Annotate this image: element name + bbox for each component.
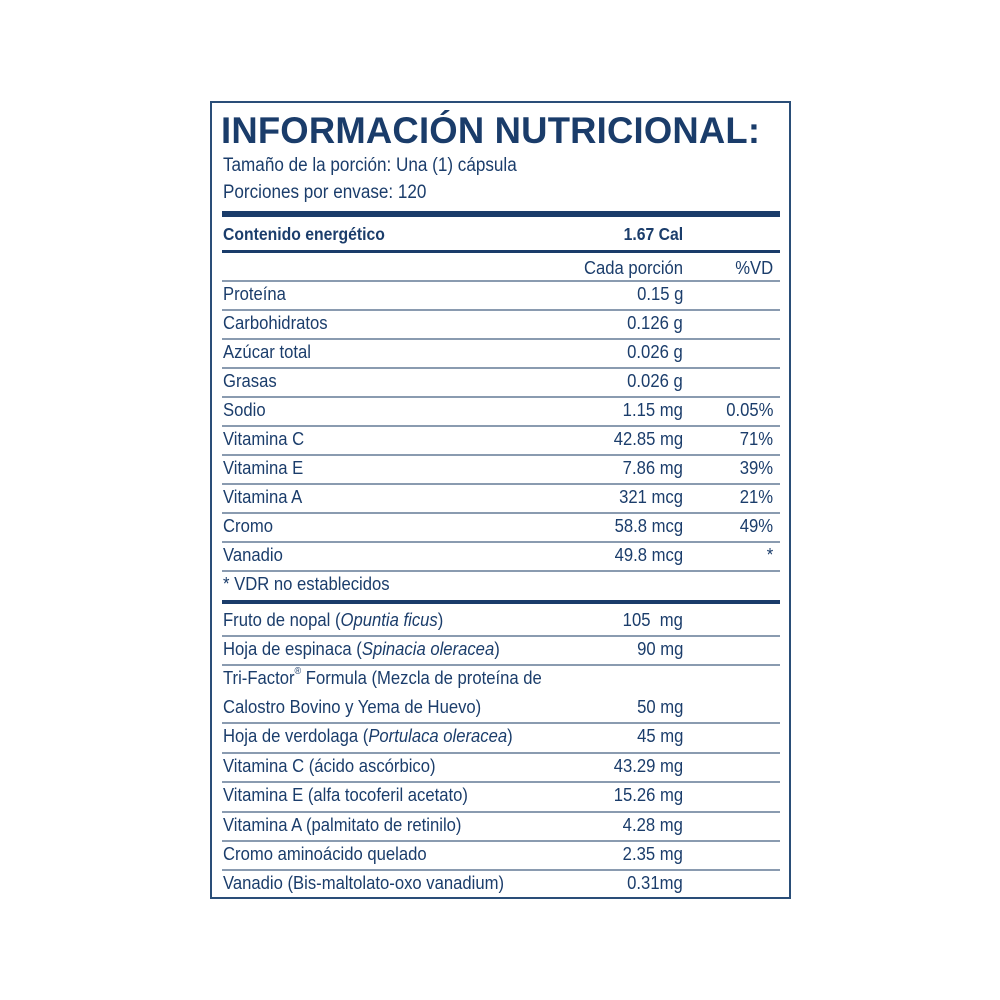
ingredient-row xyxy=(222,781,780,810)
table-row xyxy=(222,367,780,396)
ingredient-value: 90 mg xyxy=(636,638,683,659)
ingredient-row xyxy=(222,606,780,635)
nutrient-label: Proteína xyxy=(223,283,286,304)
ingredient-label: Fruto de nopal (Opuntia ficus) xyxy=(223,609,444,630)
ingredient-label: Vitamina C (ácido ascórbico) xyxy=(223,755,436,776)
nutrient-dv: 49% xyxy=(739,515,773,536)
nutrient-value: 7.86 mg xyxy=(622,457,683,478)
energy-value: 1.67 Cal xyxy=(623,224,683,244)
ingredient-row xyxy=(222,752,780,781)
scientific-name: Portulaca oleracea xyxy=(368,725,508,746)
ingredient-row xyxy=(222,722,780,751)
footnote: * VDR no establecidos xyxy=(223,573,390,594)
ingredient-label: Cromo aminoácido quelado xyxy=(223,843,427,864)
energy-row xyxy=(222,221,780,250)
nutrient-label: Vitamina E xyxy=(223,457,304,478)
nutrient-label: Grasas xyxy=(223,370,277,391)
nutrient-label: Vitamina C xyxy=(223,428,305,449)
nutrient-value: 42.85 mg xyxy=(613,428,683,449)
ingredient-label: Tri-Factor® Formula (Mezcla de proteína de xyxy=(223,666,542,688)
nutrient-value: 58.8 mcg xyxy=(614,515,683,536)
ingredient-label: Vitamina A (palmitato de retinilo) xyxy=(223,814,462,835)
ingredient-value: 4.28 mg xyxy=(622,814,683,835)
table-row xyxy=(222,338,780,367)
nutrient-value: 0.026 g xyxy=(627,370,683,391)
nutrient-label: Vitamina A xyxy=(223,486,303,507)
ingredient-value: 0.31mg xyxy=(627,872,683,893)
ingredient-label: Hoja de verdolaga (Portulaca oleracea) xyxy=(223,725,513,746)
nutrient-dv: 71% xyxy=(739,428,773,449)
nutrient-label: Carbohidratos xyxy=(223,312,328,333)
ingredient-label: Vanadio (Bis-maltolato-oxo vanadium) xyxy=(223,872,505,893)
ingredient-label-line2: Calostro Bovino y Yema de Huevo) xyxy=(223,696,482,717)
nutrient-value: 0.026 g xyxy=(627,341,683,362)
nutrient-label: Vanadio xyxy=(223,544,283,565)
table-row xyxy=(222,483,780,512)
ingredient-row xyxy=(222,811,780,840)
ingredient-label: Vitamina E (alfa tocoferil acetato) xyxy=(223,784,468,805)
nutrient-label: Cromo xyxy=(223,515,273,536)
nutrient-value: 0.126 g xyxy=(627,312,683,333)
nutrient-label: Sodio xyxy=(223,399,266,420)
scientific-name: Spinacia oleracea xyxy=(361,638,495,659)
table-row xyxy=(222,280,780,309)
nutrient-dv: * xyxy=(766,544,773,565)
divider-thick xyxy=(222,211,780,217)
table-row xyxy=(222,396,780,425)
serving-size: Tamaño de la porción: Una (1) cápsula xyxy=(223,155,517,176)
column-header-row xyxy=(222,254,780,283)
nutrient-value: 49.8 mcg xyxy=(614,544,683,565)
page-title: INFORMACIÓN NUTRICIONAL: xyxy=(221,110,761,151)
divider-thick xyxy=(222,600,780,604)
registered-mark: ® xyxy=(294,666,302,677)
ingredient-row xyxy=(222,840,780,869)
footnote-row xyxy=(222,570,780,599)
table-row xyxy=(222,309,780,338)
table-row xyxy=(222,541,780,570)
ingredient-value: 2.35 mg xyxy=(622,843,683,864)
table-row xyxy=(222,425,780,454)
ingredient-row xyxy=(222,869,780,898)
ingredient-value: 15.26 mg xyxy=(613,784,683,805)
ingredient-value: 45 mg xyxy=(636,725,683,746)
divider-medium xyxy=(222,250,780,253)
ingredient-value: 50 mg xyxy=(636,696,683,717)
table-row xyxy=(222,454,780,483)
ingredient-row xyxy=(222,635,780,664)
table-row xyxy=(222,512,780,541)
ingredient-value: 105 mg xyxy=(622,609,683,630)
ingredient-label: Hoja de espinaca (Spinacia oleracea) xyxy=(223,638,500,659)
column-header-per-serving: Cada porción xyxy=(583,257,683,278)
ingredient-value: 43.29 mg xyxy=(613,755,683,776)
ingredient-row xyxy=(222,664,780,722)
column-header-daily-value: %VD xyxy=(735,257,773,278)
nutrient-value: 1.15 mg xyxy=(622,399,683,420)
energy-label: Contenido energético xyxy=(223,224,385,244)
nutrient-label: Azúcar total xyxy=(223,341,311,362)
nutrient-value: 321 mcg xyxy=(619,486,683,507)
nutrient-dv: 0.05% xyxy=(725,399,773,420)
servings-per-container: Porciones por envase: 120 xyxy=(223,182,427,203)
nutrient-dv: 39% xyxy=(739,457,773,478)
scientific-name: Opuntia ficus xyxy=(340,609,438,630)
nutrient-dv: 21% xyxy=(739,486,773,507)
nutrient-value: 0.15 g xyxy=(636,283,683,304)
